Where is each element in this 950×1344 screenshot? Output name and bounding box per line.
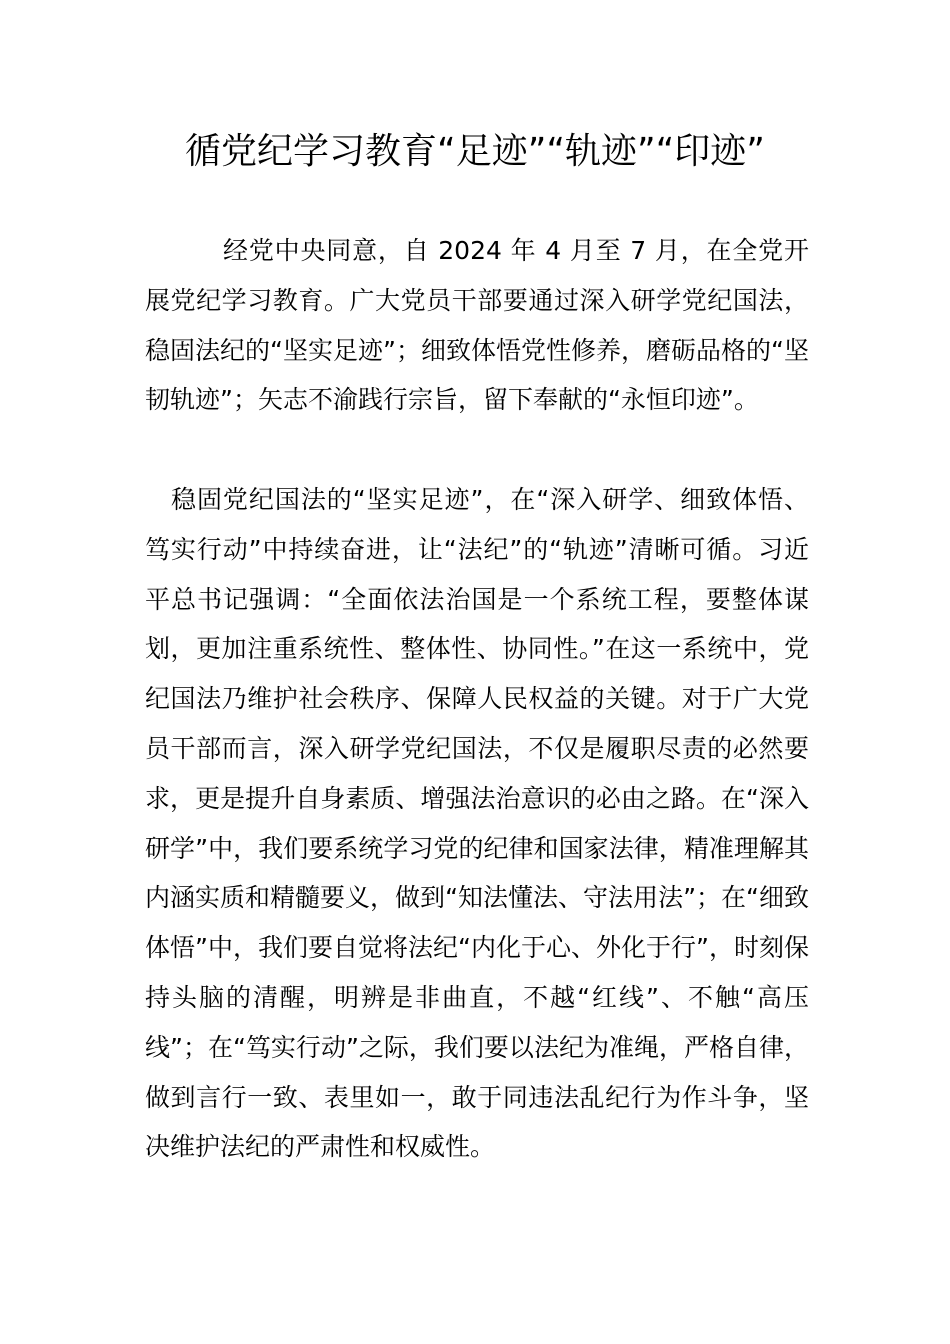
document-title: 循党纪学习教育“足迹”“轨迹”“印迹” bbox=[185, 131, 765, 172]
paragraph-2: 稳固党纪国法的“坚实足迹”，在“深入研学、细致体悟、笃实行动”中持续奋进，让“法纪”的“轨迹”清晰可循。习近平总书记强调：“全面依法治国是一个系统工程，要整体谋划，更加注重系统性、整体性、协同性。”在这一系统中，党纪国法乃维护社会秩序、保障人民权益的关键。对于广大党员干部而言，深入研学党纪国法，不仅是履职尽责的必然要求，更是提升自身素质、增强法治意识的必由之路。在“深入研学”中，我们要系统学习党的纪律和国家法律，精准理解其内涵实质和精髓要义，做到“知法懂法、守法用法”；在“细致体悟”中，我们要自觉将法纪“内化于心、外化于行”，时刻保持头脑的清醒，明辨是非曲直，不越“红线”、不触“高压线”；在“笃实行动”之际，我们要以法纪为准绳，严格自律，做到言行一致、表里如一，敢于同违法乱纪行为作斗争，坚决维护法纪的严肃性和权威性。 bbox=[145, 485, 809, 1162]
paragraph-1: 经党中央同意，自 2024 年 4 月至 7 月，在全党开展党纪学习教育。广大党员干部要通过深入研学党纪国法，稳固法纪的“坚实足迹”；细致体悟党性修养，磨砺品格的“坚韧轨迹”；矢志不渝践行宗旨，留下奉献的“永恒印迹”。 bbox=[145, 236, 809, 415]
